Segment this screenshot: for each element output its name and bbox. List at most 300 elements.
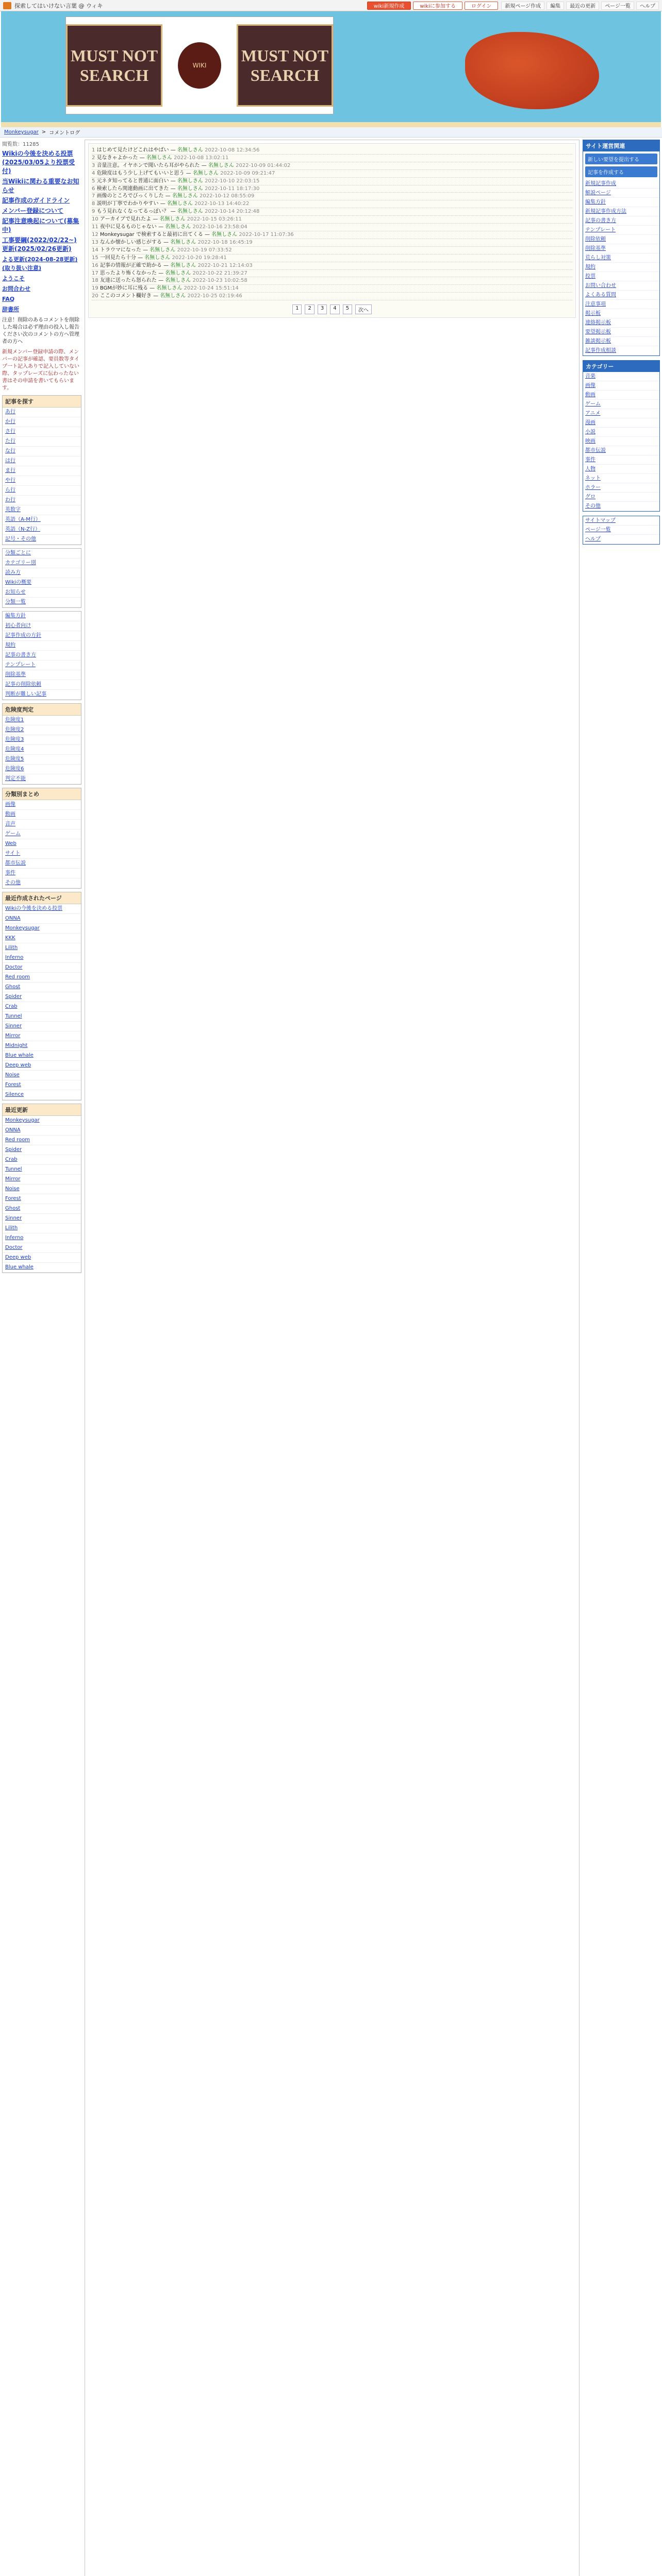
comment-date: 2022-10-10 22:03:15 bbox=[205, 178, 260, 184]
kana-nav-link[interactable]: 英語（N-Z行） bbox=[5, 527, 40, 532]
recent-page-link[interactable]: Wikiの今後を決める投票 bbox=[5, 906, 63, 911]
comment-text: 一回見たら十分 bbox=[100, 255, 136, 261]
small-link[interactable]: お問合わせ bbox=[2, 285, 30, 292]
important-link[interactable]: 記事作成のガイドライン bbox=[2, 197, 70, 204]
site-admin-link[interactable]: 記事作成相談 bbox=[585, 348, 616, 353]
kana-nav-item bbox=[3, 486, 81, 496]
breadcrumb-separator: > bbox=[41, 129, 46, 135]
right-sidebar bbox=[583, 140, 660, 2576]
banner-right-text: MUST NOT SEARCH bbox=[237, 24, 333, 107]
updated-page-item bbox=[3, 1126, 81, 1136]
recent-page-item bbox=[3, 1051, 81, 1061]
recent-page-link[interactable]: Red room bbox=[5, 974, 30, 980]
category-link[interactable]: その他 bbox=[585, 503, 601, 509]
category-link[interactable]: ホラー bbox=[585, 485, 601, 490]
kana-nav-link[interactable]: ら行 bbox=[5, 487, 15, 493]
updated-page-item bbox=[3, 1175, 81, 1184]
danger-level-item bbox=[3, 745, 81, 755]
updated-page-link[interactable]: Spider bbox=[5, 1147, 22, 1153]
site-admin-item bbox=[583, 300, 659, 309]
recent-page-link[interactable]: Inferno bbox=[5, 955, 24, 960]
recent-page-item bbox=[3, 1002, 81, 1012]
comment-author: 名無しさん bbox=[150, 247, 176, 253]
category-link[interactable]: 画像 bbox=[585, 383, 595, 388]
section-a-link[interactable]: お知らせ bbox=[5, 589, 26, 595]
pager-link[interactable]: 3 bbox=[318, 304, 327, 314]
pager bbox=[92, 304, 572, 314]
site-admin-link[interactable]: よくある質問 bbox=[585, 292, 616, 298]
site-admin-link[interactable]: 掲示板 bbox=[585, 311, 601, 316]
danger-level-link[interactable]: 危険度1 bbox=[5, 717, 24, 723]
comment-row: 7 画像のところでびっくりした — 名無しさん 2022-10-12 08:55:09 bbox=[92, 193, 572, 200]
recent-page-link[interactable]: Monkeysugar bbox=[5, 925, 40, 931]
site-admin-item bbox=[583, 198, 659, 207]
edit-button[interactable]: 編集 bbox=[547, 2, 564, 10]
updated-page-link[interactable]: Red room bbox=[5, 1137, 30, 1143]
updated-page-link[interactable]: Blue whale bbox=[5, 1264, 34, 1270]
category-link[interactable]: 事件 bbox=[585, 457, 595, 463]
recent-page-link[interactable]: Spider bbox=[5, 994, 22, 999]
category-link[interactable]: 動画 bbox=[585, 392, 595, 398]
tag-item bbox=[3, 810, 81, 820]
recent-page-link[interactable]: KKK bbox=[5, 935, 15, 941]
kana-nav-item bbox=[3, 456, 81, 466]
kana-list bbox=[3, 408, 81, 545]
category-link[interactable]: アニメ bbox=[585, 411, 601, 416]
comment-date: 2022-10-16 23:58:04 bbox=[192, 224, 247, 230]
recent-changes-button[interactable]: 最近の更新 bbox=[566, 2, 599, 10]
comment-text: 検索したら関連動画に出てきた bbox=[96, 185, 169, 192]
category-link[interactable]: 人物 bbox=[585, 466, 595, 472]
comment-row: 3 音量注意。イヤホンで聞いたら耳がやられた — 名無しさん 2022-10-09 01:44:02 bbox=[92, 162, 572, 170]
comment-number: 1 bbox=[92, 147, 95, 153]
category-item bbox=[583, 465, 659, 474]
page-list-button[interactable]: ページ一覧 bbox=[601, 2, 634, 10]
kana-nav-link[interactable]: は行 bbox=[5, 458, 15, 464]
comment-date: 2022-10-12 08:55:09 bbox=[200, 193, 255, 199]
site-admin-link[interactable]: 新規記事作成方法 bbox=[585, 209, 626, 214]
recent-page-item bbox=[3, 1090, 81, 1100]
recent-page-link[interactable]: Forest bbox=[5, 1082, 21, 1088]
category-link[interactable]: グロ bbox=[585, 494, 595, 500]
pager-link[interactable]: 4 bbox=[330, 304, 339, 314]
small-link[interactable]: 辞書所 bbox=[2, 306, 19, 313]
updated-page-item bbox=[3, 1233, 81, 1243]
recent-page-item bbox=[3, 1022, 81, 1031]
small-link[interactable]: よる更新(2024-08-28更新)(取り扱い注意) bbox=[2, 256, 78, 272]
category-link[interactable]: ネット bbox=[585, 476, 601, 481]
recent-page-link[interactable]: Tunnel bbox=[5, 1013, 22, 1019]
comment-number: 15 bbox=[92, 255, 98, 261]
site-admin-link[interactable]: 編集方針 bbox=[585, 199, 606, 205]
category-item bbox=[583, 446, 659, 455]
danger-level-link[interactable]: 危険度4 bbox=[5, 747, 24, 752]
recent-page-item bbox=[3, 963, 81, 973]
danger-level-box bbox=[2, 703, 81, 785]
comment-author: 名無しさん bbox=[159, 216, 186, 223]
danger-level-link[interactable]: 危険度2 bbox=[5, 727, 24, 733]
updated-pages-box bbox=[2, 1104, 81, 1273]
recent-page-item bbox=[3, 943, 81, 953]
site-admin-link[interactable]: 新規記事作成 bbox=[585, 181, 616, 187]
category-item bbox=[583, 372, 659, 381]
kana-nav-link[interactable]: 英数字 bbox=[5, 507, 21, 513]
tag-item bbox=[3, 800, 81, 810]
category-item bbox=[583, 493, 659, 502]
site-admin-link[interactable]: 雑談掲示板 bbox=[585, 338, 611, 344]
recent-page-link[interactable]: Noise bbox=[5, 1072, 20, 1078]
section-a-item bbox=[3, 568, 81, 578]
site-admin-item bbox=[583, 263, 659, 272]
pager-link[interactable]: 2 bbox=[305, 304, 314, 314]
danger-level-link[interactable]: 危険度5 bbox=[5, 756, 24, 762]
section-a-link[interactable]: カテゴリー別 bbox=[5, 560, 36, 566]
kana-nav-link[interactable]: さ行 bbox=[5, 429, 15, 434]
section-b-link[interactable]: テンプレート bbox=[5, 662, 36, 668]
recent-page-link[interactable]: Ghost bbox=[5, 984, 21, 990]
site-admin-item bbox=[583, 281, 659, 291]
comment-text: ここのコメント欄好き bbox=[100, 293, 152, 299]
section-b-item bbox=[3, 631, 81, 641]
site-admin-link[interactable]: 解説ページ bbox=[585, 190, 611, 196]
extra-link[interactable]: ページ一覧 bbox=[585, 527, 611, 533]
submit-request-button[interactable]: 新しい要望を提出する bbox=[585, 154, 657, 164]
recent-page-item bbox=[3, 1041, 81, 1051]
recent-page-item bbox=[3, 1031, 81, 1041]
site-admin-link[interactable]: 荒らし対策 bbox=[585, 255, 611, 261]
category-item bbox=[583, 502, 659, 511]
recent-page-item bbox=[3, 934, 81, 943]
kana-nav-item bbox=[3, 427, 81, 437]
category-box bbox=[583, 360, 660, 512]
category-title: カテゴリー bbox=[583, 361, 659, 372]
category-link[interactable]: 音楽 bbox=[585, 374, 595, 379]
site-admin-link[interactable]: 記事の書き方 bbox=[585, 218, 616, 224]
comment-author: 名無しさん bbox=[167, 201, 193, 207]
updated-page-link[interactable]: Forest bbox=[5, 1196, 21, 1201]
site-admin-title: サイト運営関連 bbox=[583, 140, 659, 151]
recent-page-link[interactable]: Doctor bbox=[5, 964, 23, 970]
site-admin-box bbox=[583, 140, 660, 356]
site-admin-links bbox=[583, 179, 659, 355]
comment-date: 2022-10-20 19:28:41 bbox=[172, 255, 227, 261]
comment-number: 4 bbox=[92, 170, 95, 176]
comment-date: 2022-10-25 02:19:46 bbox=[187, 293, 242, 299]
section-b-link[interactable]: 記事の書き方 bbox=[5, 652, 36, 658]
tag-link[interactable]: 都市伝説 bbox=[5, 860, 26, 866]
comment-date: 2022-10-09 09:21:47 bbox=[220, 170, 275, 176]
extra-item bbox=[583, 535, 659, 544]
comment-text: 元ネタ知ってると普通に面白い bbox=[96, 178, 169, 184]
comment-author: 名無しさん bbox=[160, 293, 186, 299]
tag-title: 分類別まとめ bbox=[3, 788, 81, 800]
comment-text: トラウマになった bbox=[100, 247, 141, 253]
category-item bbox=[583, 418, 659, 428]
section-b-box bbox=[2, 611, 81, 700]
account-nav bbox=[367, 2, 499, 10]
site-admin-link[interactable]: 連絡掲示板 bbox=[585, 320, 611, 326]
extra-list bbox=[583, 516, 659, 544]
recent-page-item bbox=[3, 914, 81, 924]
updated-page-item bbox=[3, 1155, 81, 1165]
updated-pages-list bbox=[3, 1116, 81, 1273]
updated-page-link[interactable]: Tunnel bbox=[5, 1166, 22, 1172]
kana-nav-link[interactable]: ま行 bbox=[5, 468, 15, 473]
section-a-item bbox=[3, 598, 81, 607]
section-b-link[interactable]: 記事の削除依頼 bbox=[5, 682, 41, 687]
comment-text: 音量注意。イヤホンで聞いたら耳がやられた bbox=[96, 162, 200, 168]
kana-nav-link[interactable]: な行 bbox=[5, 448, 15, 454]
category-link[interactable]: 都市伝説 bbox=[585, 448, 606, 453]
tag-item bbox=[3, 820, 81, 829]
comment-date: 2022-10-23 10:02:58 bbox=[192, 278, 247, 284]
comment-row: 11 夜中に見るものじゃない — 名無しさん 2022-10-16 23:58:04 bbox=[92, 224, 572, 231]
comment-row: 18 友達に送ったら怒られた — 名無しさん 2022-10-23 10:02:58 bbox=[92, 277, 572, 285]
kana-nav-box bbox=[2, 395, 81, 545]
site-admin-link[interactable]: 注意事項 bbox=[585, 301, 606, 307]
comment-author: 名無しさん bbox=[208, 162, 234, 168]
comment-author: 名無しさん bbox=[156, 285, 183, 292]
updated-page-link[interactable]: Lilith bbox=[5, 1225, 18, 1231]
danger-level-item bbox=[3, 725, 81, 735]
recent-pages-list bbox=[3, 904, 81, 1100]
category-item bbox=[583, 391, 659, 400]
comment-author: 名無しさん bbox=[146, 155, 172, 161]
help-button[interactable]: ヘルプ bbox=[636, 2, 659, 10]
tag-item bbox=[3, 849, 81, 859]
category-item bbox=[583, 455, 659, 465]
site-admin-item bbox=[583, 318, 659, 328]
updated-page-item bbox=[3, 1243, 81, 1253]
updated-page-link[interactable]: Deep web bbox=[5, 1255, 31, 1260]
section-b-link[interactable]: 記事作成の方針 bbox=[5, 633, 41, 638]
kana-nav-link[interactable]: 記号・その他 bbox=[5, 536, 36, 542]
category-link[interactable]: 漫画 bbox=[585, 420, 595, 426]
tag-link[interactable]: ゲーム bbox=[5, 831, 21, 837]
kana-nav-title: 記事を探す bbox=[3, 396, 81, 408]
category-item bbox=[583, 474, 659, 483]
updated-page-item bbox=[3, 1204, 81, 1214]
pager-link[interactable]: 次へ bbox=[355, 304, 372, 314]
updated-page-link[interactable]: ONNA bbox=[5, 1127, 21, 1133]
tag-link[interactable]: 動画 bbox=[5, 811, 15, 817]
tag-link[interactable]: 音声 bbox=[5, 821, 15, 827]
category-item bbox=[583, 381, 659, 391]
important-link[interactable]: メンバー登録について bbox=[2, 207, 63, 214]
tag-item bbox=[3, 878, 81, 888]
tag-link[interactable]: 事件 bbox=[5, 870, 15, 876]
updated-page-item bbox=[3, 1136, 81, 1145]
recent-page-link[interactable]: Crab bbox=[5, 1004, 18, 1009]
create-article-button[interactable]: 記事を作成する bbox=[585, 166, 657, 177]
updated-page-link[interactable]: Sinner bbox=[5, 1215, 22, 1221]
tag-item bbox=[3, 869, 81, 878]
comment-log bbox=[88, 143, 576, 318]
pager-link[interactable]: 1 bbox=[292, 304, 302, 314]
extra-link[interactable]: ヘルプ bbox=[585, 536, 601, 542]
section-b-link[interactable]: 編集方針 bbox=[5, 613, 26, 619]
tag-box bbox=[2, 788, 81, 889]
comment-row: 1 はじめて見たけどこれはやばい — 名無しさん 2022-10-08 12:34:56 bbox=[92, 147, 572, 155]
header-banner[interactable] bbox=[65, 16, 334, 114]
category-link[interactable]: ゲーム bbox=[585, 401, 601, 407]
comment-row: 16 記事の情報が正確で助かる — 名無しさん 2022-10-21 12:14:03 bbox=[92, 262, 572, 270]
comment-date: 2022-10-08 13:02:11 bbox=[174, 155, 229, 161]
danger-level-link[interactable]: 危険度6 bbox=[5, 766, 24, 772]
comment-date: 2022-10-13 14:40:22 bbox=[194, 201, 250, 207]
site-admin-item bbox=[583, 235, 659, 244]
updated-page-link[interactable]: Inferno bbox=[5, 1235, 24, 1241]
recent-page-link[interactable]: ONNA bbox=[5, 916, 21, 921]
comment-text: もう見れなくなってるっぽい？ bbox=[96, 209, 169, 215]
site-admin-link[interactable]: 要望掲示板 bbox=[585, 329, 611, 335]
recent-page-link[interactable]: Blue whale bbox=[5, 1053, 34, 1058]
comment-author: 名無しさん bbox=[165, 270, 191, 276]
comment-date: 2022-10-19 07:33:52 bbox=[177, 247, 232, 253]
kana-nav-item bbox=[3, 476, 81, 486]
site-title[interactable]: 探索してはいけない言葉 @ ウィキ bbox=[14, 2, 103, 9]
danger-level-list bbox=[3, 716, 81, 784]
site-admin-link[interactable]: 規約 bbox=[585, 264, 595, 270]
recent-page-link[interactable]: Sinner bbox=[5, 1023, 22, 1029]
site-admin-link[interactable]: 削除依頼 bbox=[585, 236, 606, 242]
comment-number: 6 bbox=[92, 185, 95, 192]
comment-author: 名無しさん bbox=[177, 185, 203, 192]
kana-nav-link[interactable]: わ行 bbox=[5, 497, 15, 503]
left-sidebar bbox=[2, 140, 81, 2576]
section-b-link[interactable]: 削除基準 bbox=[5, 672, 26, 677]
kana-nav-link[interactable]: あ行 bbox=[5, 409, 15, 415]
extra-link[interactable]: サイトマップ bbox=[585, 518, 616, 523]
updated-page-item bbox=[3, 1194, 81, 1204]
category-link[interactable]: 小説 bbox=[585, 429, 595, 435]
tag-link[interactable]: サイト bbox=[5, 851, 21, 856]
comment-date: 2022-10-21 12:14:03 bbox=[197, 262, 253, 268]
tag-link[interactable]: 画像 bbox=[5, 802, 15, 807]
pager-link[interactable]: 5 bbox=[343, 304, 352, 314]
kana-nav-item bbox=[3, 535, 81, 545]
comment-number: 10 bbox=[92, 216, 98, 223]
small-link[interactable]: ようこそ bbox=[2, 275, 25, 282]
section-b-link[interactable]: 初心者向け bbox=[5, 623, 31, 629]
site-admin-item bbox=[583, 337, 659, 346]
comment-text: 見なきゃよかった bbox=[96, 155, 138, 161]
comment-list bbox=[92, 147, 572, 300]
section-b-item bbox=[3, 651, 81, 660]
comment-author: 名無しさん bbox=[177, 178, 203, 184]
tag-link[interactable]: Web bbox=[5, 841, 16, 846]
page-body bbox=[0, 138, 662, 2576]
recent-page-item bbox=[3, 973, 81, 982]
section-b-link[interactable]: 判断が難しい記事 bbox=[5, 691, 46, 697]
section-b-list bbox=[3, 612, 81, 700]
important-link[interactable]: 当Wikiに関わる重要なお知らせ bbox=[2, 178, 79, 194]
section-b-item bbox=[3, 670, 81, 680]
danger-level-item bbox=[3, 755, 81, 765]
kana-nav-link[interactable]: 英語（A-M行） bbox=[5, 517, 41, 522]
recent-page-item bbox=[3, 982, 81, 992]
small-link[interactable]: FAQ bbox=[2, 296, 15, 302]
kana-nav-link[interactable]: や行 bbox=[5, 478, 15, 483]
danger-level-title: 危険度判定 bbox=[3, 704, 81, 716]
updated-page-link[interactable]: Monkeysugar bbox=[5, 1117, 40, 1123]
kana-nav-link[interactable]: た行 bbox=[5, 438, 15, 444]
section-a-link[interactable]: 分類ごとに bbox=[5, 550, 31, 556]
join-wiki-button[interactable]: wikiに参加する bbox=[413, 2, 462, 10]
tag-list bbox=[3, 800, 81, 888]
comment-number: 13 bbox=[92, 239, 98, 245]
updated-page-link[interactable]: Mirror bbox=[5, 1176, 21, 1182]
recent-page-link[interactable]: Lilith bbox=[5, 945, 18, 951]
site-admin-link[interactable]: 投票 bbox=[585, 274, 595, 279]
important-link[interactable]: Wikiの今後を決める投票(2025/03/05より投票受付) bbox=[2, 150, 75, 175]
site-admin-link[interactable]: お問い合わせ bbox=[585, 283, 616, 289]
comment-text: なんか懐かしい感じがする bbox=[100, 239, 162, 245]
comment-number: 17 bbox=[92, 270, 98, 276]
recent-page-item bbox=[3, 1061, 81, 1071]
site-header bbox=[1, 11, 661, 127]
site-admin-item bbox=[583, 291, 659, 300]
danger-level-item bbox=[3, 774, 81, 784]
recent-page-link[interactable]: Mirror bbox=[5, 1033, 21, 1039]
site-admin-link[interactable]: 削除基準 bbox=[585, 246, 606, 251]
site-admin-link[interactable]: テンプレート bbox=[585, 227, 616, 233]
login-button[interactable]: ログイン bbox=[465, 2, 499, 10]
updated-page-link[interactable]: Crab bbox=[5, 1157, 18, 1162]
comment-author: 名無しさん bbox=[170, 262, 196, 268]
section-b-item bbox=[3, 621, 81, 631]
comment-row: 17 思ったより怖くなかった — 名無しさん 2022-10-22 21:39:27 bbox=[92, 270, 572, 278]
danger-level-item bbox=[3, 716, 81, 725]
kana-nav-link[interactable]: か行 bbox=[5, 419, 15, 425]
comment-number: 11 bbox=[92, 224, 98, 230]
section-b-link[interactable]: 規約 bbox=[5, 642, 15, 648]
section-a-link[interactable]: Wikiの概要 bbox=[5, 580, 32, 585]
kana-nav-item bbox=[3, 525, 81, 535]
category-link[interactable]: 映画 bbox=[585, 438, 595, 444]
new-page-button[interactable]: 新規ページ作成 bbox=[501, 2, 544, 10]
create-wiki-button[interactable]: wiki新規作成 bbox=[367, 2, 411, 10]
recent-page-item bbox=[3, 1071, 81, 1080]
recent-pages-title: 最近作成されたページ bbox=[3, 892, 81, 904]
recent-page-link[interactable]: Silence bbox=[5, 1092, 24, 1097]
tag-item bbox=[3, 839, 81, 849]
site-logo-icon[interactable] bbox=[3, 2, 11, 9]
comment-row: 12 Monkeysugar で検索すると最初に出てくる — 名無しさん 2022-10-17 11:07:36 bbox=[92, 231, 572, 239]
comment-row: 13 なんか懐かしい感じがする — 名無しさん 2022-10-18 16:45:19 bbox=[92, 239, 572, 247]
crab-emblem: WIKI bbox=[178, 42, 221, 89]
tag-link[interactable]: その他 bbox=[5, 880, 21, 886]
breadcrumb-parent[interactable]: Monkeysugar bbox=[4, 129, 39, 135]
updated-page-link[interactable]: Doctor bbox=[5, 1245, 23, 1250]
important-link[interactable]: 記事注意喚起について(募集中) bbox=[2, 217, 79, 233]
comment-date: 2022-10-14 20:12:48 bbox=[205, 209, 260, 215]
section-a-item bbox=[3, 578, 81, 588]
site-admin-item bbox=[583, 179, 659, 189]
section-a-link[interactable]: 分類一覧 bbox=[5, 599, 26, 605]
updated-page-link[interactable]: Ghost bbox=[5, 1206, 21, 1211]
danger-level-link[interactable]: 判定不能 bbox=[5, 776, 26, 782]
comment-number: 16 bbox=[92, 262, 98, 268]
recent-page-link[interactable]: Deep web bbox=[5, 1062, 31, 1068]
section-a-link[interactable]: 読み方 bbox=[5, 570, 21, 575]
important-link[interactable]: 工事要綱(2022/02/22~)更新(2025/02/26更新) bbox=[2, 236, 77, 252]
updated-page-link[interactable]: Noise bbox=[5, 1186, 20, 1192]
recent-page-link[interactable]: Midnight bbox=[5, 1043, 28, 1048]
breadcrumb-current: コメントログ bbox=[49, 130, 80, 136]
section-a-list bbox=[3, 549, 81, 607]
danger-level-link[interactable]: 危険度3 bbox=[5, 737, 24, 742]
